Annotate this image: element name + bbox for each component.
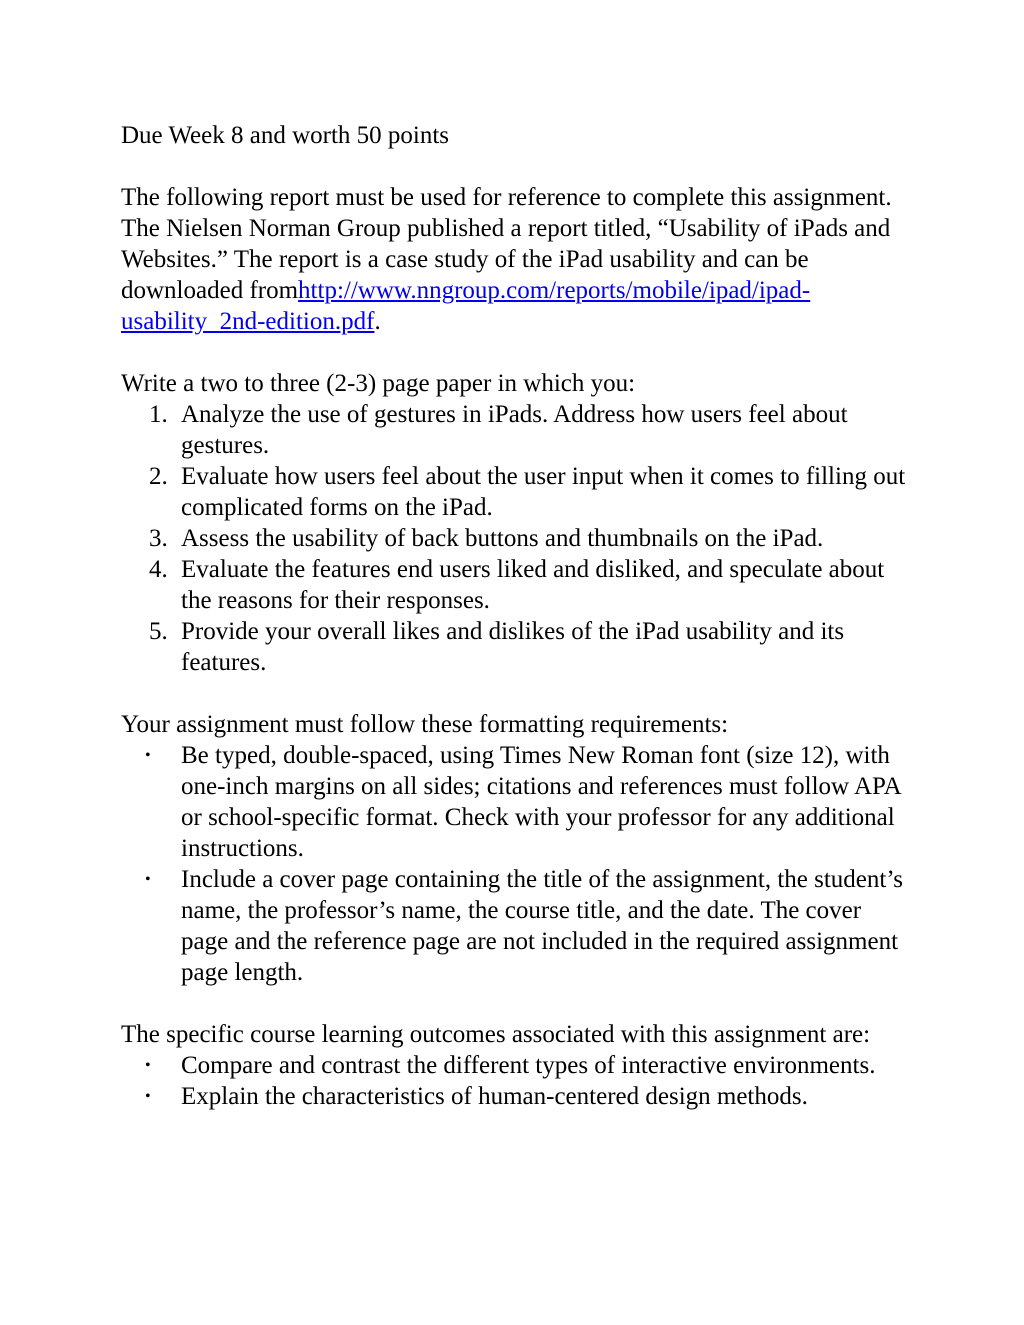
- formatting-item: [121, 740, 911, 864]
- spacer: [121, 678, 911, 709]
- task-text: Evaluate how users feel about the user input when it comes to filling out complicated forms on the iPad.: [181, 463, 906, 521]
- task-item: [121, 523, 911, 554]
- intro-period: .: [374, 308, 381, 335]
- bullet-icon: •: [145, 1057, 151, 1074]
- task-number: 2.: [149, 463, 168, 490]
- outcome-item: [121, 1081, 911, 1112]
- formatting-item: [121, 864, 911, 988]
- spacer: [121, 337, 911, 368]
- spacer: [121, 151, 911, 182]
- outcome-text: Compare and contrast the different types of interactive environments.: [181, 1052, 876, 1079]
- spacer: [121, 988, 911, 1019]
- task-item: [121, 616, 911, 678]
- task-number: 4.: [149, 556, 168, 583]
- formatting-heading: Your assignment must follow these formatting requirements:: [121, 711, 729, 738]
- formatting-text: Include a cover page containing the title of the assignment, the student’s name, the professor’s name, the course title, and the date. The cover page and the reference page are not included in the required assignment page length.: [181, 866, 904, 986]
- intro-paragraph: [121, 182, 911, 337]
- task-number: 1.: [149, 401, 168, 428]
- task-text: Analyze the use of gestures in iPads. Address how users feel about gestures.: [181, 401, 848, 459]
- outcome-text: Explain the characteristics of human-centered design methods.: [181, 1083, 808, 1110]
- task-text: Assess the usability of back buttons and thumbnails on the iPad.: [181, 525, 824, 552]
- intro-text: The following report must be used for reference to complete this assignment. The Nielsen Norman Group published a report titled, “Usability of iPads and Websites.” The report is a case study of the iPad usability and can be downloaded from: [121, 184, 892, 304]
- outcomes-list: [121, 1050, 911, 1112]
- document-body: [121, 120, 911, 1112]
- task-item: [121, 554, 911, 616]
- outcome-item: [121, 1050, 911, 1081]
- task-number: 5.: [149, 618, 168, 645]
- task-list: [121, 399, 911, 678]
- task-number: 3.: [149, 525, 168, 552]
- task-text: Provide your overall likes and dislikes of the iPad usability and its features.: [181, 618, 845, 676]
- outcomes-heading: The specific course learning outcomes associated with this assignment are:: [121, 1021, 871, 1048]
- bullet-icon: •: [145, 747, 151, 764]
- bullet-icon: •: [145, 1088, 151, 1105]
- bullet-icon: •: [145, 871, 151, 888]
- report-link[interactable]: http://www.nngroup.com/reports/mobile/ipad/ipad-usability_2nd-edition.pdf: [121, 277, 811, 335]
- due-line: Due Week 8 and worth 50 points: [121, 122, 450, 149]
- task-item: [121, 399, 911, 461]
- formatting-text: Be typed, double-spaced, using Times New Roman font (size 12), with one-inch margins on all sides; citations and references must follow APA or school-specific format. Check with your professor for any additional instructions.: [181, 742, 901, 862]
- formatting-list: [121, 740, 911, 988]
- write-prompt: Write a two to three (2-3) page paper in which you:: [121, 370, 636, 397]
- task-text: Evaluate the features end users liked and disliked, and speculate about the reasons for their responses.: [181, 556, 885, 614]
- task-item: [121, 461, 911, 523]
